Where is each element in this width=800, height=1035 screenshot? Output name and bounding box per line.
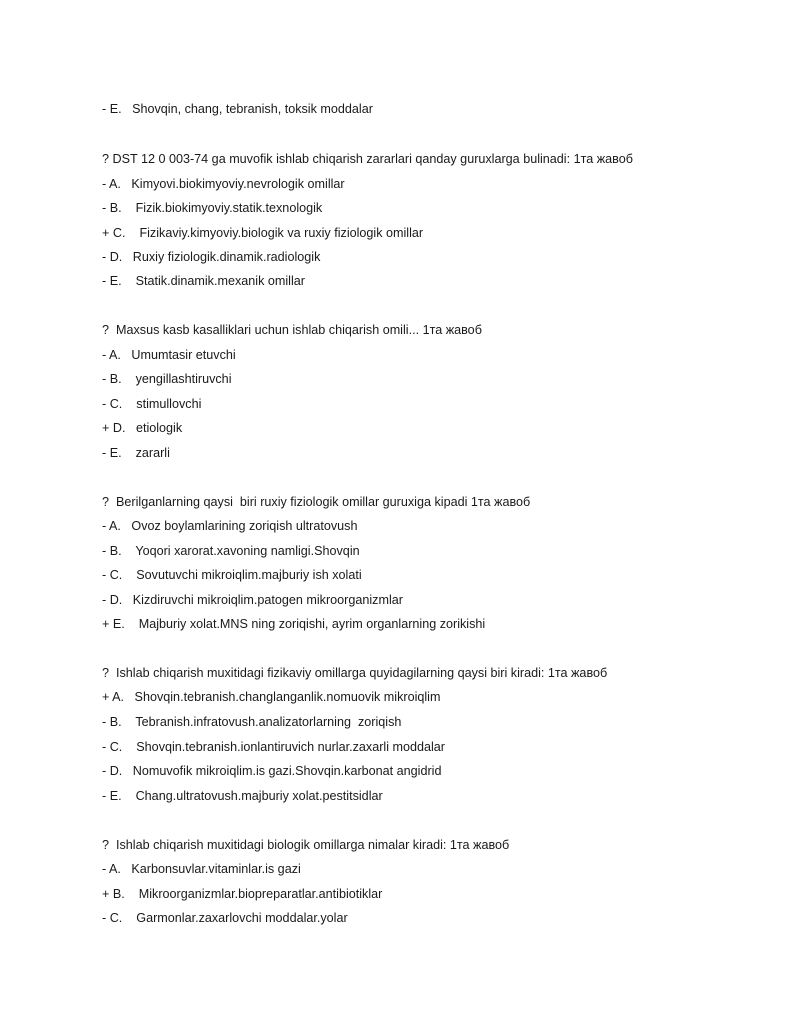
answer-option: - B. Fizik.biokimyoviy.statik.texnologik <box>102 201 323 215</box>
answer-option: - B. yengillashtiruvchi <box>102 372 232 386</box>
answer-option: - E. Statik.dinamik.mexanik omillar <box>102 274 305 288</box>
answer-option: - E. zararli <box>102 446 170 460</box>
answer-option: - C. stimullovchi <box>102 397 202 411</box>
answer-option: - E. Shovqin, chang, tebranish, toksik moddalar <box>102 102 373 116</box>
answer-option: - B. Tebranish.infratovush.analizatorlarning zoriqish <box>102 715 402 729</box>
answer-option: - A. Ovoz boylamlarining zoriqish ultratovush <box>102 519 358 533</box>
question-text: ? DST 12 0 003-74 ga muvofik ishlab chiqarish zararlari qanday guruxlarga bulinadi: 1та жавоб <box>102 152 633 166</box>
answer-option: - E. Chang.ultratovush.majburiy xolat.pestitsidlar <box>102 789 383 803</box>
answer-option: - D. Nomuvofik mikroiqlim.is gazi.Shovqin.karbonat angidrid <box>102 764 442 778</box>
answer-option: - A. Karbonsuvlar.vitaminlar.is gazi <box>102 862 301 876</box>
question-text: ? Ishlab chiqarish muxitidagi fizikaviy omillarga quyidagilarning qaysi biri kiradi: 1та жавоб <box>102 666 608 680</box>
question-text: ? Berilganlarning qaysi biri ruxiy fiziologik omillar guruxiga kipadi 1та жавоб <box>102 495 531 509</box>
answer-option: - C. Garmonlar.zaxarlovchi moddalar.yolar <box>102 911 348 925</box>
answer-option: + A. Shovqin.tebranish.changlanganlik.nomuovik mikroiqlim <box>102 690 441 704</box>
answer-option: - C. Sovutuvchi mikroiqlim.majburiy ish xolati <box>102 568 362 582</box>
question-text: ? Maxsus kasb kasalliklari uchun ishlab chiqarish omili... 1та жавоб <box>102 323 482 337</box>
answer-option: - A. Kimyovi.biokimyoviy.nevrologik omillar <box>102 177 345 191</box>
question-text: ? Ishlab chiqarish muxitidagi biologik omillarga nimalar kiradi: 1та жавоб <box>102 838 510 852</box>
answer-option: - C. Shovqin.tebranish.ionlantiruvich nurlar.zaxarli moddalar <box>102 740 445 754</box>
answer-option: - B. Yoqori xarorat.xavoning namligi.Shovqin <box>102 544 360 558</box>
answer-option: - A. Umumtasir etuvchi <box>102 348 236 362</box>
answer-option: + B. Mikroorganizmlar.biopreparatlar.antibiotiklar <box>102 887 383 901</box>
answer-option: - D. Ruxiy fiziologik.dinamik.radiologik <box>102 250 321 264</box>
answer-option: + C. Fizikaviy.kimyoviy.biologik va ruxiy fiziologik omillar <box>102 226 424 240</box>
answer-option: + D. etiologik <box>102 421 183 435</box>
answer-option: + E. Majburiy xolat.MNS ning zoriqishi, ayrim organlarning zorikishi <box>102 617 486 631</box>
answer-option: - D. Kizdiruvchi mikroiqlim.patogen mikroorganizmlar <box>102 593 403 607</box>
